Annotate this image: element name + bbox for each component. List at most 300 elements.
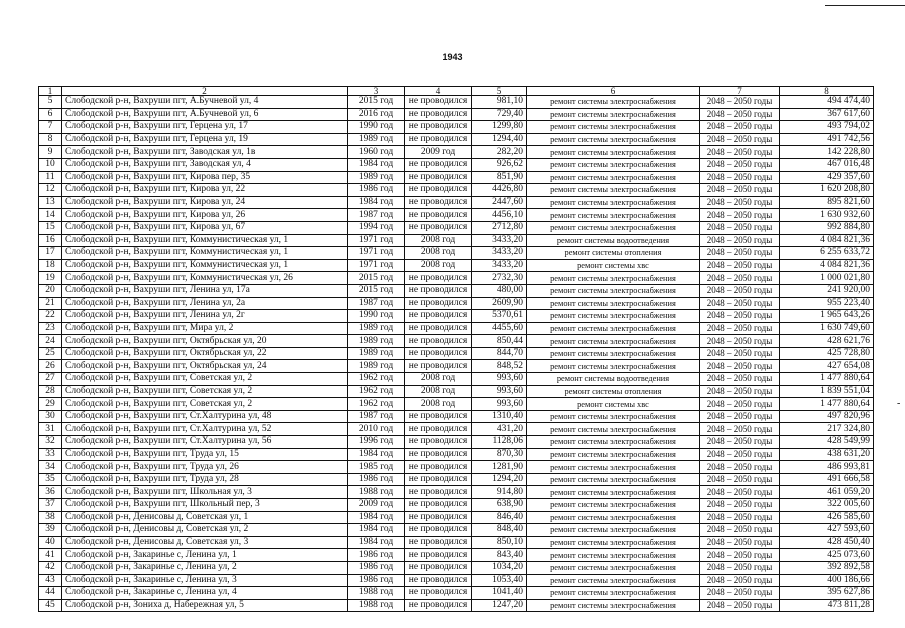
build-year-cell: 1986 год: [348, 561, 405, 574]
last-repair-cell: не проводился: [405, 436, 472, 449]
last-repair-cell: не проводился: [405, 96, 472, 109]
last-repair-cell: не проводился: [405, 221, 472, 234]
row-number-cell: 33: [39, 448, 62, 461]
table-row: [39, 284, 874, 297]
last-repair-cell: не проводился: [405, 184, 472, 197]
build-year-cell: 1989 год: [348, 347, 405, 360]
address-cell: Слободской р-н, Вахруши пгт, А.Бучневой ул, 6: [62, 108, 348, 121]
period-cell: 2048 – 2050 годы: [700, 448, 780, 461]
work-type-cell: ремонт системы электроснабжения: [527, 146, 700, 159]
table-row: [39, 133, 874, 146]
row-number-cell: 5: [39, 96, 62, 109]
area-cell: 480,00: [472, 284, 527, 297]
table-row: [39, 410, 874, 423]
work-type-cell: ремонт системы электроснабжения: [527, 133, 700, 146]
last-repair-cell: не проводился: [405, 158, 472, 171]
build-year-cell: 2016 год: [348, 108, 405, 121]
row-number-cell: 24: [39, 335, 62, 348]
table-row: [39, 599, 874, 612]
area-cell: 4426,80: [472, 184, 527, 197]
address-cell: Слободской р-н, Вахруши пгт, Кирова ул, 67: [62, 221, 348, 234]
work-type-cell: ремонт системы электроснабжения: [527, 209, 700, 222]
build-year-cell: 1984 год: [348, 536, 405, 549]
row-number-cell: 45: [39, 599, 62, 612]
row-number-cell: 32: [39, 436, 62, 449]
area-cell: 1053,40: [472, 574, 527, 587]
build-year-cell: 1990 год: [348, 121, 405, 134]
cost-cell: 1 965 643,26: [780, 310, 874, 323]
address-cell: Слободской р-н, Вахруши пгт, Коммунистическая ул, 1: [62, 234, 348, 247]
table-row: [39, 272, 874, 285]
work-type-cell: ремонт системы электроснабжения: [527, 96, 700, 109]
build-year-cell: 1971 год: [348, 234, 405, 247]
period-cell: 2048 – 2050 годы: [700, 486, 780, 499]
cost-cell: 895 821,60: [780, 196, 874, 209]
cost-cell: 1 477 880,64: [780, 373, 874, 386]
row-number-cell: 16: [39, 234, 62, 247]
address-cell: Слободской р-н, Вахруши пгт, Мира ул, 2: [62, 322, 348, 335]
area-cell: 993,60: [472, 385, 527, 398]
work-type-cell: ремонт системы электроснабжения: [527, 436, 700, 449]
cost-cell: 493 794,02: [780, 121, 874, 134]
period-cell: 2048 – 2050 годы: [700, 121, 780, 134]
last-repair-cell: не проводился: [405, 536, 472, 549]
period-cell: 2048 – 2050 годы: [700, 347, 780, 360]
work-type-cell: ремонт системы хвс: [527, 398, 700, 411]
cost-cell: 428 549,99: [780, 436, 874, 449]
top-rule: [825, 5, 905, 6]
period-cell: 2048 – 2050 годы: [700, 385, 780, 398]
build-year-cell: 1988 год: [348, 599, 405, 612]
work-type-cell: ремонт системы водоотведения: [527, 234, 700, 247]
area-cell: 981,10: [472, 96, 527, 109]
area-cell: 926,62: [472, 158, 527, 171]
table-row: [39, 373, 874, 386]
work-type-cell: ремонт системы электроснабжения: [527, 171, 700, 184]
area-cell: 729,40: [472, 108, 527, 121]
area-cell: 993,60: [472, 373, 527, 386]
last-repair-cell: не проводился: [405, 524, 472, 537]
header-cell-1: 1: [39, 87, 62, 96]
area-cell: 1294,40: [472, 133, 527, 146]
row-number-cell: 8: [39, 133, 62, 146]
work-type-cell: ремонт системы электроснабжения: [527, 310, 700, 323]
address-cell: Слободской р-н, Вахруши пгт, Кирова ул, 22: [62, 184, 348, 197]
address-cell: Слободской р-н, Вахруши пгт, Ленина ул, 2а: [62, 297, 348, 310]
build-year-cell: 2010 год: [348, 423, 405, 436]
last-repair-cell: не проводился: [405, 272, 472, 285]
row-number-cell: 10: [39, 158, 62, 171]
build-year-cell: 1962 год: [348, 398, 405, 411]
period-cell: 2048 – 2050 годы: [700, 561, 780, 574]
period-cell: 2048 – 2050 годы: [700, 587, 780, 600]
build-year-cell: 2009 год: [348, 499, 405, 512]
table-row: [39, 423, 874, 436]
build-year-cell: 1960 год: [348, 146, 405, 159]
address-cell: Слободской р-н, Вахруши пгт, Заводская ул, 4: [62, 158, 348, 171]
period-cell: 2048 – 2050 годы: [700, 599, 780, 612]
period-cell: 2048 – 2050 годы: [700, 272, 780, 285]
work-type-cell: ремонт системы отопления: [527, 247, 700, 260]
table-row: [39, 587, 874, 600]
address-cell: Слободской р-н, Вахруши пгт, Советская ул, 2: [62, 385, 348, 398]
table-row: [39, 108, 874, 121]
period-cell: 2048 – 2050 годы: [700, 524, 780, 537]
work-type-cell: ремонт системы электроснабжения: [527, 536, 700, 549]
address-cell: Слободской р-н, Вахруши пгт, Школьный пер, 3: [62, 499, 348, 512]
build-year-cell: 1984 год: [348, 196, 405, 209]
table-row: [39, 335, 874, 348]
work-type-cell: ремонт системы электроснабжения: [527, 121, 700, 134]
last-repair-cell: не проводился: [405, 473, 472, 486]
cost-cell: 491 742,56: [780, 133, 874, 146]
period-cell: 2048 – 2050 годы: [700, 398, 780, 411]
build-year-cell: 1988 год: [348, 587, 405, 600]
build-year-cell: 1971 год: [348, 259, 405, 272]
build-year-cell: 1984 год: [348, 511, 405, 524]
table-row: [39, 209, 874, 222]
build-year-cell: 1989 год: [348, 322, 405, 335]
area-cell: 851,90: [472, 171, 527, 184]
period-cell: 2048 – 2050 годы: [700, 196, 780, 209]
last-repair-cell: не проводился: [405, 549, 472, 562]
work-type-cell: ремонт системы электроснабжения: [527, 561, 700, 574]
cost-cell: 322 005,60: [780, 499, 874, 512]
row-number-cell: 12: [39, 184, 62, 197]
area-cell: 846,40: [472, 511, 527, 524]
last-repair-cell: не проводился: [405, 347, 472, 360]
period-cell: 2048 – 2050 годы: [700, 234, 780, 247]
area-cell: 1247,20: [472, 599, 527, 612]
address-cell: Слободской р-н, Закаринье с, Ленина ул, 2: [62, 561, 348, 574]
work-type-cell: ремонт системы водоотведения: [527, 373, 700, 386]
table-row: [39, 221, 874, 234]
row-number-cell: 14: [39, 209, 62, 222]
area-cell: 850,44: [472, 335, 527, 348]
last-repair-cell: не проводился: [405, 310, 472, 323]
last-repair-cell: 2008 год: [405, 373, 472, 386]
period-cell: 2048 – 2050 годы: [700, 461, 780, 474]
build-year-cell: 2015 год: [348, 96, 405, 109]
period-cell: 2048 – 2050 годы: [700, 549, 780, 562]
margin-mark: -: [897, 398, 901, 409]
cost-cell: 429 357,60: [780, 171, 874, 184]
work-type-cell: ремонт системы электроснабжения: [527, 184, 700, 197]
cost-cell: 395 627,86: [780, 587, 874, 600]
area-cell: 4455,60: [472, 322, 527, 335]
area-cell: 1034,20: [472, 561, 527, 574]
last-repair-cell: не проводился: [405, 461, 472, 474]
table-row: [39, 360, 874, 373]
header-cell-4: 4: [405, 87, 472, 96]
table-row: [39, 121, 874, 134]
area-cell: 5370,61: [472, 310, 527, 323]
cost-cell: 4 084 821,36: [780, 234, 874, 247]
period-cell: 2048 – 2050 годы: [700, 158, 780, 171]
build-year-cell: 1986 год: [348, 184, 405, 197]
work-type-cell: ремонт системы электроснабжения: [527, 473, 700, 486]
period-cell: 2048 – 2050 годы: [700, 171, 780, 184]
row-number-cell: 15: [39, 221, 62, 234]
area-cell: 850,10: [472, 536, 527, 549]
area-cell: 3433,20: [472, 259, 527, 272]
table-row: [39, 398, 874, 411]
area-cell: 431,20: [472, 423, 527, 436]
work-type-cell: ремонт системы электроснабжения: [527, 549, 700, 562]
table-row: [39, 436, 874, 449]
cost-cell: 486 993,81: [780, 461, 874, 474]
address-cell: Слободской р-н, Вахруши пгт, Ст.Халтурина ул, 52: [62, 423, 348, 436]
work-type-cell: ремонт системы электроснабжения: [527, 461, 700, 474]
area-cell: 2609,90: [472, 297, 527, 310]
last-repair-cell: не проводился: [405, 133, 472, 146]
row-number-cell: 41: [39, 549, 62, 562]
period-cell: 2048 – 2050 годы: [700, 511, 780, 524]
area-cell: 848,40: [472, 524, 527, 537]
last-repair-cell: не проводился: [405, 423, 472, 436]
cost-cell: 467 016,48: [780, 158, 874, 171]
build-year-cell: 1989 год: [348, 335, 405, 348]
cost-cell: 461 059,20: [780, 486, 874, 499]
row-number-cell: 25: [39, 347, 62, 360]
period-cell: 2048 – 2050 годы: [700, 360, 780, 373]
work-type-cell: ремонт системы электроснабжения: [527, 599, 700, 612]
repair-schedule-table: [38, 86, 874, 612]
table-row: [39, 549, 874, 562]
build-year-cell: 1988 год: [348, 486, 405, 499]
last-repair-cell: не проводился: [405, 297, 472, 310]
period-cell: 2048 – 2050 годы: [700, 423, 780, 436]
work-type-cell: ремонт системы электроснабжения: [527, 347, 700, 360]
cost-cell: 473 811,28: [780, 599, 874, 612]
table-row: [39, 234, 874, 247]
period-cell: 2048 – 2050 годы: [700, 410, 780, 423]
work-type-cell: ремонт системы электроснабжения: [527, 448, 700, 461]
last-repair-cell: не проводился: [405, 196, 472, 209]
build-year-cell: 1984 год: [348, 158, 405, 171]
row-number-cell: 18: [39, 259, 62, 272]
last-repair-cell: не проводился: [405, 561, 472, 574]
cost-cell: 392 892,58: [780, 561, 874, 574]
cost-cell: 1 620 208,80: [780, 184, 874, 197]
last-repair-cell: не проводился: [405, 574, 472, 587]
row-number-cell: 9: [39, 146, 62, 159]
header-cell-5: 5: [472, 87, 527, 96]
area-cell: 638,90: [472, 499, 527, 512]
row-number-cell: 40: [39, 536, 62, 549]
last-repair-cell: 2008 год: [405, 385, 472, 398]
period-cell: 2048 – 2050 годы: [700, 297, 780, 310]
cost-cell: 6 255 633,72: [780, 247, 874, 260]
last-repair-cell: не проводился: [405, 410, 472, 423]
table-row: [39, 184, 874, 197]
work-type-cell: ремонт системы электроснабжения: [527, 486, 700, 499]
cost-cell: 427 593,60: [780, 524, 874, 537]
table-header-row: [39, 87, 874, 96]
table-row: [39, 196, 874, 209]
build-year-cell: 2015 год: [348, 272, 405, 285]
row-number-cell: 42: [39, 561, 62, 574]
build-year-cell: 1990 год: [348, 310, 405, 323]
area-cell: 870,30: [472, 448, 527, 461]
area-cell: 843,40: [472, 549, 527, 562]
table-row: [39, 96, 874, 109]
period-cell: 2048 – 2050 годы: [700, 146, 780, 159]
last-repair-cell: 2009 год: [405, 146, 472, 159]
build-year-cell: 1989 год: [348, 360, 405, 373]
cost-cell: 497 820,96: [780, 410, 874, 423]
page-number: 1943: [442, 52, 463, 62]
row-number-cell: 19: [39, 272, 62, 285]
table-row: [39, 146, 874, 159]
table-row: [39, 499, 874, 512]
table-body: [39, 87, 874, 612]
table-row: [39, 310, 874, 323]
build-year-cell: 1994 год: [348, 221, 405, 234]
cost-cell: 427 654,08: [780, 360, 874, 373]
address-cell: Слободской р-н, Вахруши пгт, Коммунистическая ул, 1: [62, 259, 348, 272]
address-cell: Слободской р-н, Вахруши пгт, Герцена ул, 19: [62, 133, 348, 146]
last-repair-cell: не проводился: [405, 284, 472, 297]
work-type-cell: ремонт системы электроснабжения: [527, 158, 700, 171]
area-cell: 1294,20: [472, 473, 527, 486]
table-row: [39, 347, 874, 360]
row-number-cell: 34: [39, 461, 62, 474]
row-number-cell: 29: [39, 398, 62, 411]
row-number-cell: 6: [39, 108, 62, 121]
cost-cell: 1 839 551,04: [780, 385, 874, 398]
table-row: [39, 297, 874, 310]
header-cell-7: 7: [700, 87, 780, 96]
last-repair-cell: не проводился: [405, 209, 472, 222]
address-cell: Слободской р-н, Вахруши пгт, А.Бучневой ул, 4: [62, 96, 348, 109]
address-cell: Слободской р-н, Вахруши пгт, Школьная ул, 3: [62, 486, 348, 499]
table-row: [39, 322, 874, 335]
build-year-cell: 1971 год: [348, 247, 405, 260]
header-cell-8: 8: [780, 87, 874, 96]
area-cell: 3433,20: [472, 234, 527, 247]
address-cell: Слободской р-н, Денисовы д, Советская ул, 2: [62, 524, 348, 537]
build-year-cell: 1986 год: [348, 549, 405, 562]
period-cell: 2048 – 2050 годы: [700, 436, 780, 449]
row-number-cell: 35: [39, 473, 62, 486]
table-row: [39, 259, 874, 272]
work-type-cell: ремонт системы электроснабжения: [527, 272, 700, 285]
table-row: [39, 448, 874, 461]
table-row: [39, 574, 874, 587]
row-number-cell: 11: [39, 171, 62, 184]
last-repair-cell: не проводился: [405, 587, 472, 600]
period-cell: 2048 – 2050 годы: [700, 209, 780, 222]
period-cell: 2048 – 2050 годы: [700, 108, 780, 121]
work-type-cell: ремонт системы отопления: [527, 385, 700, 398]
last-repair-cell: не проводился: [405, 599, 472, 612]
address-cell: Слободской р-н, Вахруши пгт, Ленина ул, 17а: [62, 284, 348, 297]
last-repair-cell: не проводился: [405, 448, 472, 461]
area-cell: 2447,60: [472, 196, 527, 209]
address-cell: Слободской р-н, Вахруши пгт, Советская ул, 2: [62, 398, 348, 411]
build-year-cell: 1962 год: [348, 385, 405, 398]
work-type-cell: ремонт системы электроснабжения: [527, 322, 700, 335]
address-cell: Слободской р-н, Вахруши пгт, Кирова ул, 26: [62, 209, 348, 222]
address-cell: Слободской р-н, Закаринье с, Ленина ул, 1: [62, 549, 348, 562]
table-row: [39, 171, 874, 184]
last-repair-cell: не проводился: [405, 108, 472, 121]
build-year-cell: 1986 год: [348, 473, 405, 486]
row-number-cell: 26: [39, 360, 62, 373]
address-cell: Слободской р-н, Вахруши пгт, Герцена ул, 17: [62, 121, 348, 134]
build-year-cell: 1962 год: [348, 373, 405, 386]
period-cell: 2048 – 2050 годы: [700, 184, 780, 197]
table-row: [39, 486, 874, 499]
work-type-cell: ремонт системы электроснабжения: [527, 423, 700, 436]
row-number-cell: 13: [39, 196, 62, 209]
cost-cell: 425 073,60: [780, 549, 874, 562]
address-cell: Слободской р-н, Вахруши пгт, Кирова ул, 24: [62, 196, 348, 209]
period-cell: 2048 – 2050 годы: [700, 310, 780, 323]
work-type-cell: ремонт системы электроснабжения: [527, 587, 700, 600]
last-repair-cell: не проводился: [405, 322, 472, 335]
last-repair-cell: не проводился: [405, 499, 472, 512]
cost-cell: 1 477 880,64: [780, 398, 874, 411]
table-row: [39, 247, 874, 260]
row-number-cell: 17: [39, 247, 62, 260]
row-number-cell: 38: [39, 511, 62, 524]
work-type-cell: ремонт системы электроснабжения: [527, 574, 700, 587]
period-cell: 2048 – 2050 годы: [700, 259, 780, 272]
cost-cell: 494 474,40: [780, 96, 874, 109]
work-type-cell: ремонт системы электроснабжения: [527, 196, 700, 209]
area-cell: 2712,80: [472, 221, 527, 234]
cost-cell: 1 000 021,80: [780, 272, 874, 285]
address-cell: Слободской р-н, Вахруши пгт, Советская ул, 2: [62, 373, 348, 386]
address-cell: Слободской р-н, Денисовы д, Советская ул, 3: [62, 536, 348, 549]
build-year-cell: 1985 год: [348, 461, 405, 474]
work-type-cell: ремонт системы электроснабжения: [527, 511, 700, 524]
area-cell: 1310,40: [472, 410, 527, 423]
last-repair-cell: 2008 год: [405, 247, 472, 260]
row-number-cell: 44: [39, 587, 62, 600]
header-cell-3: 3: [348, 87, 405, 96]
cost-cell: 400 186,66: [780, 574, 874, 587]
cost-cell: 438 631,20: [780, 448, 874, 461]
build-year-cell: 2015 год: [348, 284, 405, 297]
period-cell: 2048 – 2050 годы: [700, 96, 780, 109]
cost-cell: 142 228,80: [780, 146, 874, 159]
row-number-cell: 21: [39, 297, 62, 310]
cost-cell: 491 666,58: [780, 473, 874, 486]
work-type-cell: ремонт системы электроснабжения: [527, 499, 700, 512]
address-cell: Слободской р-н, Вахруши пгт, Коммунистическая ул, 26: [62, 272, 348, 285]
cost-cell: 428 450,40: [780, 536, 874, 549]
row-number-cell: 27: [39, 373, 62, 386]
work-type-cell: ремонт системы электроснабжения: [527, 524, 700, 537]
build-year-cell: 1987 год: [348, 297, 405, 310]
address-cell: Слободской р-н, Вахруши пгт, Труда ул, 15: [62, 448, 348, 461]
header-cell-6: 6: [527, 87, 700, 96]
build-year-cell: 1984 год: [348, 524, 405, 537]
area-cell: 2732,30: [472, 272, 527, 285]
cost-cell: 425 728,80: [780, 347, 874, 360]
address-cell: Слободской р-н, Закаринье с, Ленина ул, 3: [62, 574, 348, 587]
address-cell: Слободской р-н, Денисовы д, Советская ул, 1: [62, 511, 348, 524]
work-type-cell: ремонт системы электроснабжения: [527, 284, 700, 297]
cost-cell: 367 617,60: [780, 108, 874, 121]
row-number-cell: 30: [39, 410, 62, 423]
period-cell: 2048 – 2050 годы: [700, 247, 780, 260]
row-number-cell: 23: [39, 322, 62, 335]
cost-cell: 426 585,60: [780, 511, 874, 524]
